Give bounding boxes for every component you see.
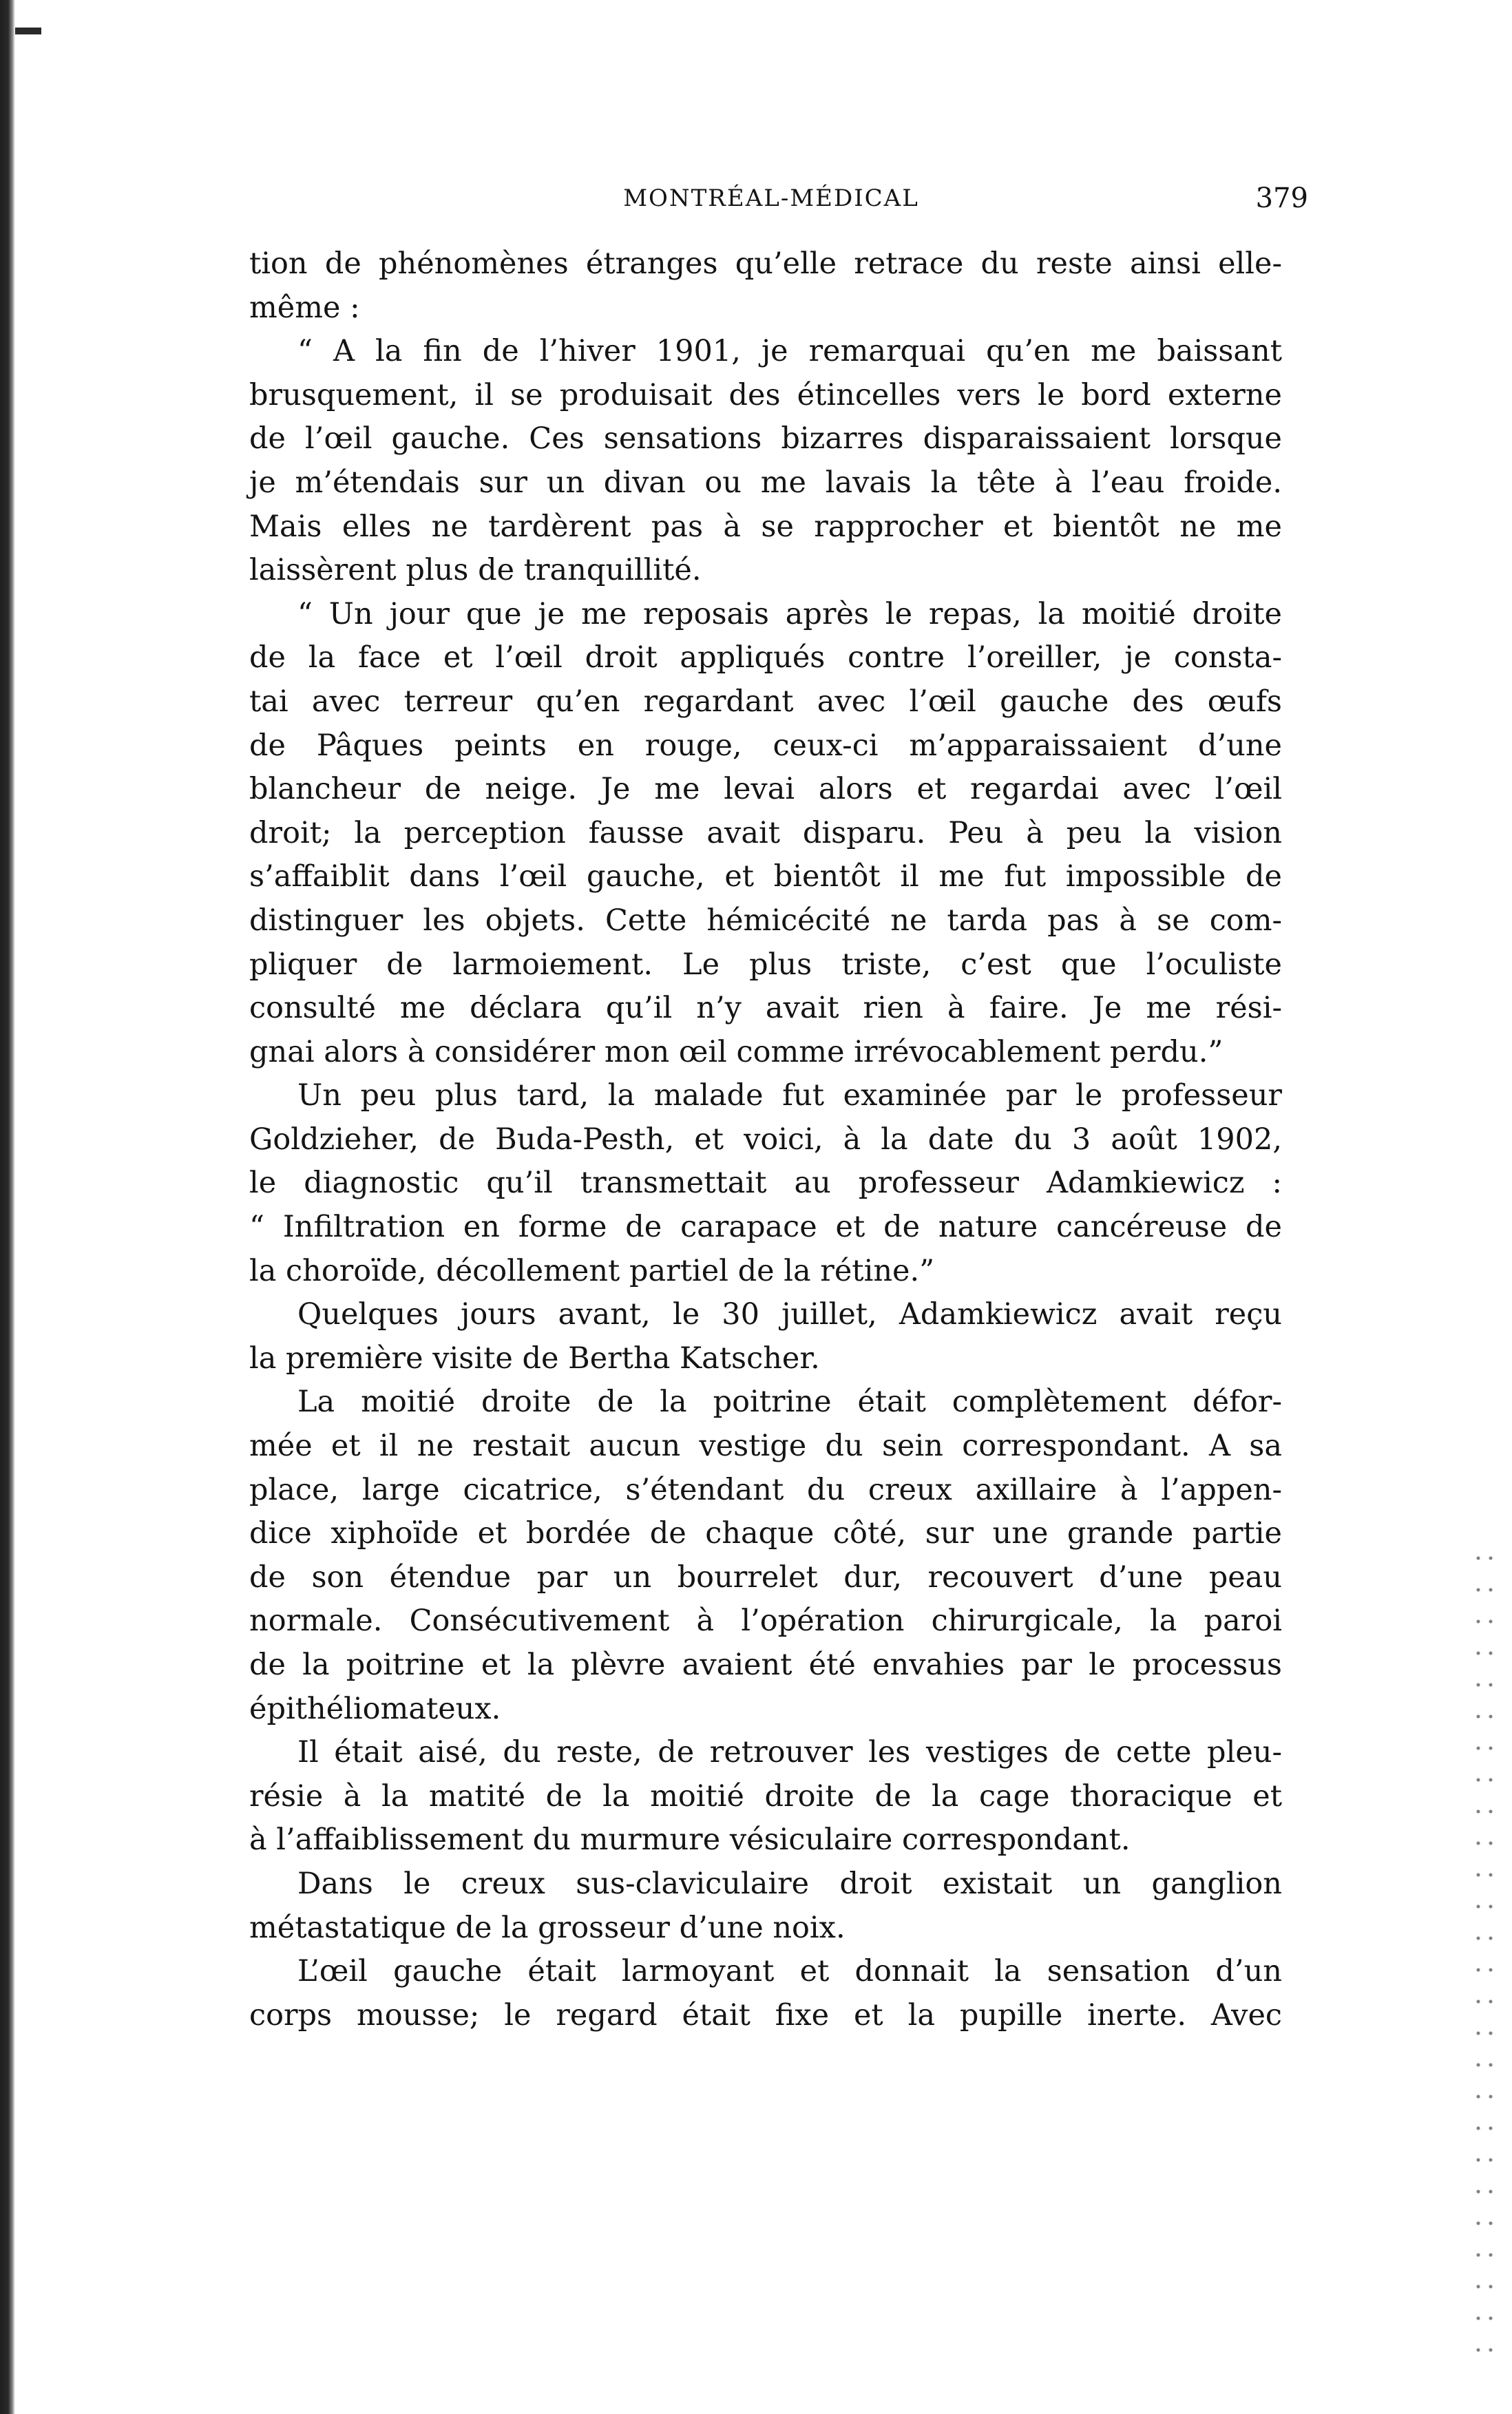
text-line: dice xiphoïde et bordée de chaque côté, sur une grande partie (249, 1516, 1282, 1551)
scan-specks (1472, 1542, 1493, 2369)
text-line: tion de phénomènes étranges qu’elle retrace du reste ainsi elle- (249, 246, 1282, 281)
text-line: “ A la fin de l’hiver 1901, je remarquai qu’en me baissant (297, 334, 1282, 369)
text-line: même : (249, 290, 360, 325)
text-line: “ Infiltration en forme de carapace et de nature cancéreuse de (249, 1210, 1282, 1245)
text-line: la choroïde, décollement partiel de la rétine.” (249, 1253, 935, 1288)
text-line: de Pâques peints en rouge, ceux-ci m’apparaissaient d’une (249, 728, 1282, 763)
text-line: s’affaiblit dans l’œil gauche, et bientôt il me fut impossible de (249, 859, 1282, 894)
text-line: normale. Consécutivement à l’opération chirurgicale, la paroi (249, 1604, 1282, 1639)
text-line: épithéliomateux. (249, 1691, 501, 1726)
text-line: mée et il ne restait aucun vestige du sein correspondant. A sa (249, 1429, 1282, 1464)
text-line: résie à la matité de la moitié droite de la cage thoracique et (249, 1778, 1282, 1814)
text-line: Mais elles ne tardèrent pas à se rapprocher et bientôt ne me (249, 509, 1282, 544)
text-line: La moitié droite de la poitrine était complètement défor- (297, 1385, 1282, 1420)
text-line: consulté me déclara qu’il n’y avait rien à faire. Je me rési- (249, 991, 1282, 1026)
text-line: à l’affaiblissement du murmure vésiculaire correspondant. (249, 1823, 1131, 1858)
binding-mark (15, 28, 41, 34)
text-line: je m’étendais sur un divan ou me lavais la tête à l’eau froide. (249, 465, 1282, 500)
text-line: Dans le creux sus-claviculaire droit existait un ganglion (297, 1866, 1282, 1901)
text-line: laissèrent plus de tranquillité. (249, 553, 702, 588)
text-line: blancheur de neige. Je me levai alors et regardai avec l’œil (249, 772, 1282, 807)
text-line: métastatique de la grosseur d’une noix. (249, 1910, 846, 1945)
text-line: Un peu plus tard, la malade fut examinée par le professeur (297, 1078, 1282, 1113)
page-number: 379 (1255, 182, 1308, 214)
text-line: Goldzieher, de Buda-Pesth, et voici, à la date du 3 août 1902, (249, 1122, 1282, 1157)
text-line: Il était aisé, du reste, de retrouver les vestiges de cette pleu- (297, 1735, 1282, 1770)
body-text (249, 242, 1282, 2037)
text-line: de son étendue par un bourrelet dur, recouvert d’une peau (249, 1560, 1282, 1595)
running-title: MONTRÉAL-MÉDICAL (623, 185, 919, 212)
page-header (234, 178, 1308, 219)
text-line: brusquement, il se produisait des étincelles vers le bord externe (249, 377, 1282, 412)
text-line: Quelques jours avant, le 30 juillet, Adamkiewicz avait reçu (297, 1297, 1282, 1332)
text-line: corps mousse; le regard était fixe et la pupille inerte. Avec (249, 1997, 1282, 2033)
binding-edge (0, 0, 15, 2414)
text-line: la première visite de Bertha Katscher. (249, 1341, 820, 1376)
text-line: de l’œil gauche. Ces sensations bizarres disparaissaient lorsque (249, 421, 1282, 456)
text-line: tai avec terreur qu’en regardant avec l’œil gauche des œufs (249, 684, 1282, 719)
text-line: distinguer les objets. Cette hémicécité ne tarda pas à se com- (249, 903, 1282, 938)
text-line: pliquer de larmoiement. Le plus triste, c’est que l’oculiste (249, 947, 1282, 982)
text-line: “ Un jour que je me reposais après le repas, la moitié droite (297, 596, 1282, 631)
text-line: place, large cicatrice, s’étendant du creux axillaire à l’appen- (249, 1472, 1282, 1507)
text-line: de la face et l’œil droit appliqués contre l’oreiller, je consta- (249, 640, 1282, 675)
text-line: L’œil gauche était larmoyant et donnait la sensation d’un (297, 1954, 1282, 1989)
text-line: le diagnostic qu’il transmettait au professeur Adamkiewicz : (249, 1166, 1282, 1201)
text-line: droit; la perception fausse avait disparu. Peu à peu la vision (249, 815, 1282, 850)
text-line: de la poitrine et la plèvre avaient été envahies par le processus (249, 1648, 1282, 1682)
text-line: gnai alors à considérer mon œil comme irrévocablement perdu.” (249, 1034, 1224, 1069)
